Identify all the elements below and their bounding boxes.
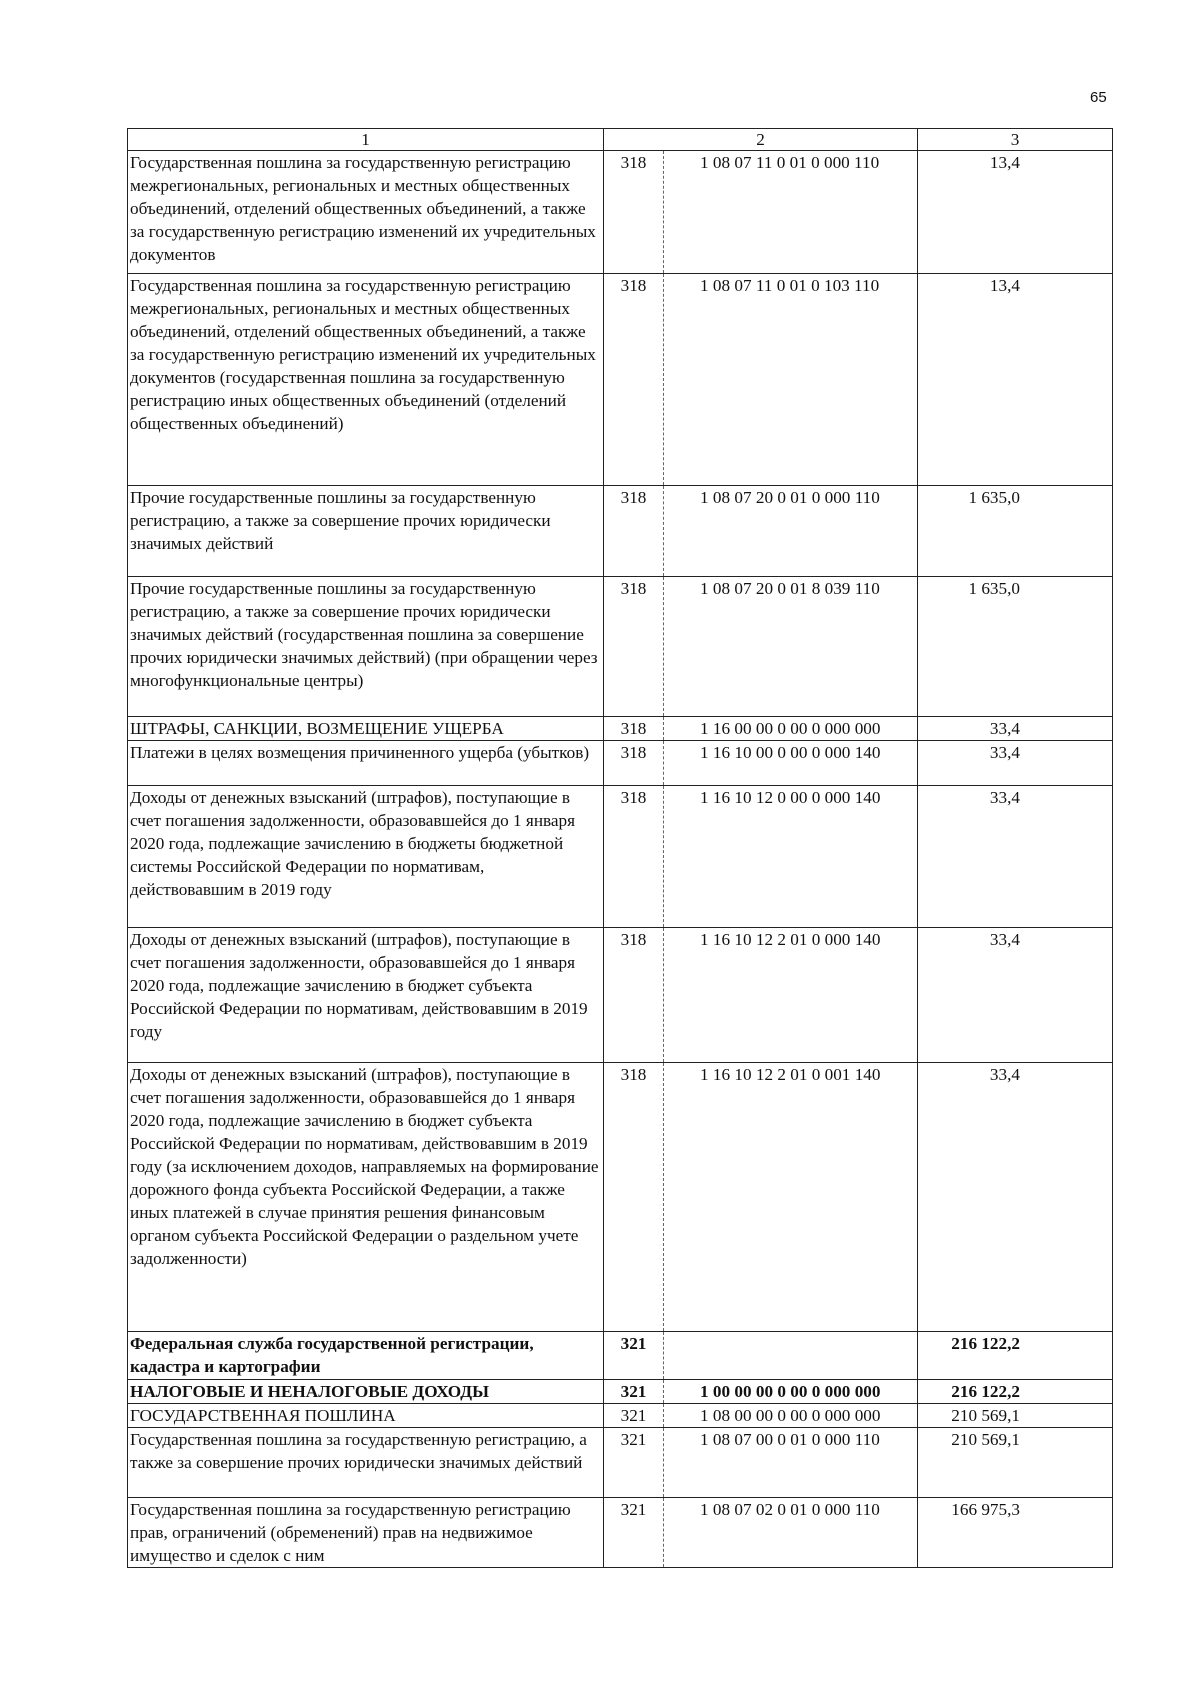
table-row <box>128 1498 1113 1568</box>
row-amount: 33,4 <box>918 717 1113 741</box>
row-amount: 1 635,0 <box>918 577 1113 717</box>
row-amount: 210 569,1 <box>918 1404 1113 1428</box>
row-description: Доходы от денежных взысканий (штрафов), поступающие в счет погашения задолженности, образовавшейся до 1 января 2020 года, подлежащие зачислению в бюджет субъекта Российской Федерации по нормативам, действовавшим в 2019 году <box>128 928 604 1063</box>
header-col-2: 2 <box>604 129 918 151</box>
row-admin-code: 318 <box>604 786 664 928</box>
row-admin-code: 318 <box>604 717 664 741</box>
row-description: Платежи в целях возмещения причиненного ущерба (убытков) <box>128 741 604 786</box>
row-amount: 33,4 <box>918 1063 1113 1332</box>
row-amount: 33,4 <box>918 741 1113 786</box>
row-amount: 13,4 <box>918 274 1113 486</box>
row-description: Федеральная служба государственной регистрации, кадастра и картографии <box>128 1332 604 1380</box>
row-budget-code: 1 08 07 11 0 01 0 103 110 <box>664 274 918 486</box>
row-budget-code: 1 16 00 00 0 00 0 000 000 <box>664 717 918 741</box>
row-budget-code: 1 16 10 00 0 00 0 000 140 <box>664 741 918 786</box>
table-row <box>128 151 1113 274</box>
row-admin-code: 321 <box>604 1380 664 1404</box>
row-amount: 13,4 <box>918 151 1113 274</box>
row-description: НАЛОГОВЫЕ И НЕНАЛОГОВЫЕ ДОХОДЫ <box>128 1380 604 1404</box>
table-row <box>128 786 1113 928</box>
row-description: ШТРАФЫ, САНКЦИИ, ВОЗМЕЩЕНИЕ УЩЕРБА <box>128 717 604 741</box>
row-description: Государственная пошлина за государственную регистрацию межрегиональных, региональных и местных общественных объединений, отделений общественных объединений, а также за государственную регистрацию изменений их учредительных документов (государственная пошлина за государственную регистрацию иных общественных объединений (отделений общественных объединений) <box>128 274 604 486</box>
row-description: ГОСУДАРСТВЕННАЯ ПОШЛИНА <box>128 1404 604 1428</box>
row-budget-code <box>664 1332 918 1380</box>
row-admin-code: 318 <box>604 928 664 1063</box>
row-budget-code: 1 16 10 12 2 01 0 001 140 <box>664 1063 918 1332</box>
row-amount: 216 122,2 <box>918 1380 1113 1404</box>
row-amount: 166 975,3 <box>918 1498 1113 1568</box>
row-admin-code: 318 <box>604 1063 664 1332</box>
row-amount: 210 569,1 <box>918 1428 1113 1498</box>
header-col-1: 1 <box>128 129 604 151</box>
row-budget-code: 1 08 07 20 0 01 0 000 110 <box>664 486 918 577</box>
table-row <box>128 1404 1113 1428</box>
row-admin-code: 321 <box>604 1498 664 1568</box>
row-description: Доходы от денежных взысканий (штрафов), поступающие в счет погашения задолженности, образовавшейся до 1 января 2020 года, подлежащие зачислению в бюджеты бюджетной системы Российской Федерации по нормативам, действовавшим в 2019 году <box>128 786 604 928</box>
row-budget-code: 1 00 00 00 0 00 0 000 000 <box>664 1380 918 1404</box>
table-row <box>128 741 1113 786</box>
row-description: Прочие государственные пошлины за государственную регистрацию, а также за совершение прочих юридически значимых действий (государственная пошлина за совершение прочих юридически значимых действий) (при обращении через многофункциональные центры) <box>128 577 604 717</box>
row-budget-code: 1 08 07 20 0 01 8 039 110 <box>664 577 918 717</box>
table-row <box>128 1380 1113 1404</box>
row-amount: 33,4 <box>918 928 1113 1063</box>
table-row <box>128 577 1113 717</box>
row-admin-code: 318 <box>604 577 664 717</box>
row-admin-code: 321 <box>604 1428 664 1498</box>
row-amount: 216 122,2 <box>918 1332 1113 1380</box>
row-budget-code: 1 08 07 02 0 01 0 000 110 <box>664 1498 918 1568</box>
table-row <box>128 1332 1113 1380</box>
row-amount: 33,4 <box>918 786 1113 928</box>
table-row <box>128 1428 1113 1498</box>
header-col-3: 3 <box>918 129 1113 151</box>
page-number: 65 <box>1090 89 1107 106</box>
row-description: Государственная пошлина за государственную регистрацию, а также за совершение прочих юридически значимых действий <box>128 1428 604 1498</box>
row-admin-code: 318 <box>604 151 664 274</box>
row-description: Государственная пошлина за государственную регистрацию прав, ограничений (обременений) прав на недвижимое имущество и сделок с ним <box>128 1498 604 1568</box>
row-admin-code: 318 <box>604 741 664 786</box>
table-row <box>128 274 1113 486</box>
table-header-row <box>128 129 1113 151</box>
row-description: Доходы от денежных взысканий (штрафов), поступающие в счет погашения задолженности, образовавшейся до 1 января 2020 года, подлежащие зачислению в бюджет субъекта Российской Федерации по нормативам, действовавшим в 2019 году (за исключением доходов, направляемых на формирование дорожного фонда субъекта Российской Федерации, а также иных платежей в случае принятия решения финансовым органом субъекта Российской Федерации о раздельном учете задолженности) <box>128 1063 604 1332</box>
row-budget-code: 1 08 07 00 0 01 0 000 110 <box>664 1428 918 1498</box>
revenue-table <box>127 128 1113 1568</box>
table-row <box>128 486 1113 577</box>
row-admin-code: 321 <box>604 1332 664 1380</box>
row-budget-code: 1 08 07 11 0 01 0 000 110 <box>664 151 918 274</box>
row-budget-code: 1 16 10 12 0 00 0 000 140 <box>664 786 918 928</box>
row-admin-code: 318 <box>604 486 664 577</box>
row-description: Государственная пошлина за государственную регистрацию межрегиональных, региональных и местных общественных объединений, отделений общественных объединений, а также за государственную регистрацию изменений их учредительных документов <box>128 151 604 274</box>
table-row <box>128 717 1113 741</box>
row-budget-code: 1 16 10 12 2 01 0 000 140 <box>664 928 918 1063</box>
row-admin-code: 318 <box>604 274 664 486</box>
row-budget-code: 1 08 00 00 0 00 0 000 000 <box>664 1404 918 1428</box>
table-row <box>128 1063 1113 1332</box>
row-admin-code: 321 <box>604 1404 664 1428</box>
row-amount: 1 635,0 <box>918 486 1113 577</box>
row-description: Прочие государственные пошлины за государственную регистрацию, а также за совершение прочих юридически значимых действий <box>128 486 604 577</box>
table-row <box>128 928 1113 1063</box>
